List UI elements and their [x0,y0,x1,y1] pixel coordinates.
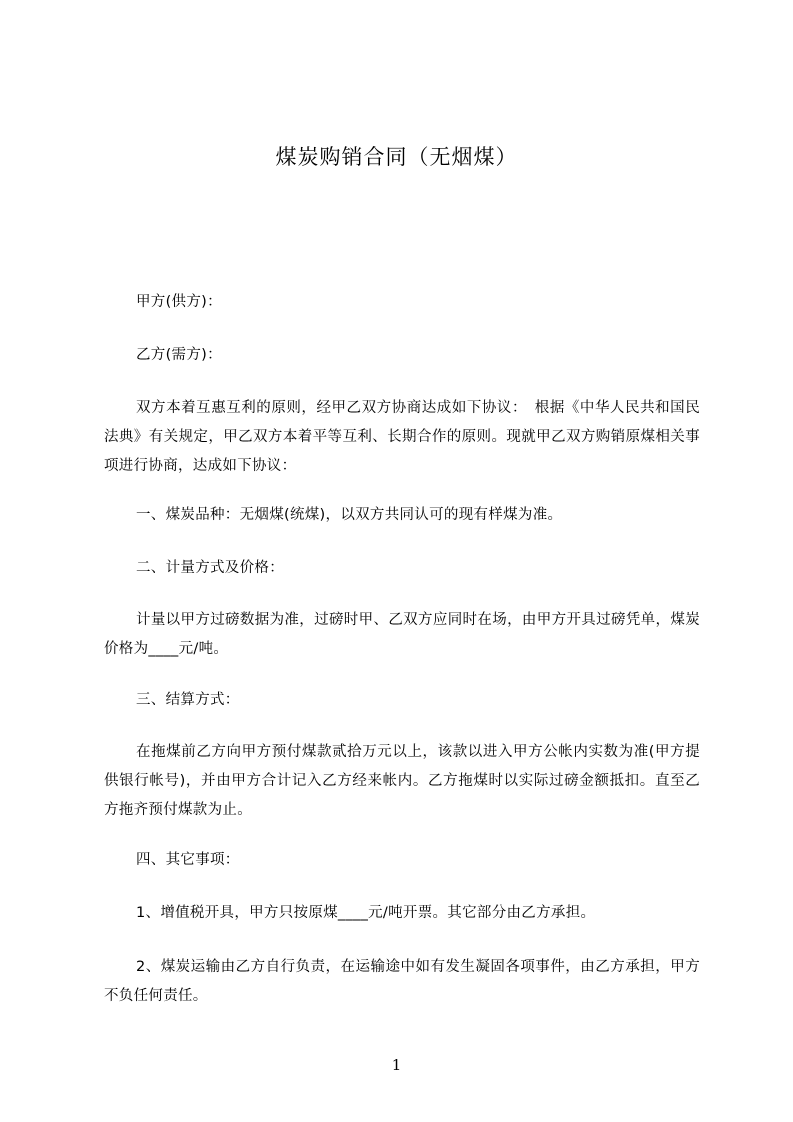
party-a-line: 甲方(供方)： [136,294,222,310]
section-4-item-1: 1、增值税开具，甲方只按原煤____元/吨开票。其它部分由乙方承担。 [136,905,596,921]
section-1-coal-type: 一、煤炭品种：无烟煤(统煤)，以双方共同认可的现有样煤为准。 [136,507,563,523]
section-3-heading: 三、结算方式： [136,692,240,708]
party-b-line: 乙方(需方)： [136,347,222,363]
section-2-body: 计量以甲方过磅数据为准，过磅时甲、乙双方应同时在场，由甲方开具过磅凭单，煤炭价格为____元/吨。 [104,612,700,657]
section-2-heading: 二、计量方式及价格： [136,560,284,576]
document-title: 煤炭购销合同（无烟煤） [275,145,518,169]
section-4-item-2: 2、煤炭运输由乙方自行负责，在运输途中如有发生凝固各项事件，由乙方承担，甲方不负任何责任。 [104,959,700,1004]
intro-paragraph: 双方本着互惠互利的原则，经甲乙双方协商达成如下协议： 根据《中华人民共和国民法典》有关规定，甲乙双方本着平等互利、长期合作的原则。现就甲乙双方购销原煤相关事项进行协商，达成如下协议： [104,400,700,474]
section-3-body: 在拖煤前乙方向甲方预付煤款贰拾万元以上，该款以进入甲方公帐内实数为准(甲方提供银行帐号)，并由甲方合计记入乙方经来帐内。乙方拖煤时以实际过磅金额抵扣。直至乙方拖齐预付煤款为止。 [104,744,700,818]
page-number: 1 [391,1056,402,1074]
section-4-heading: 四、其它事项： [136,852,240,868]
